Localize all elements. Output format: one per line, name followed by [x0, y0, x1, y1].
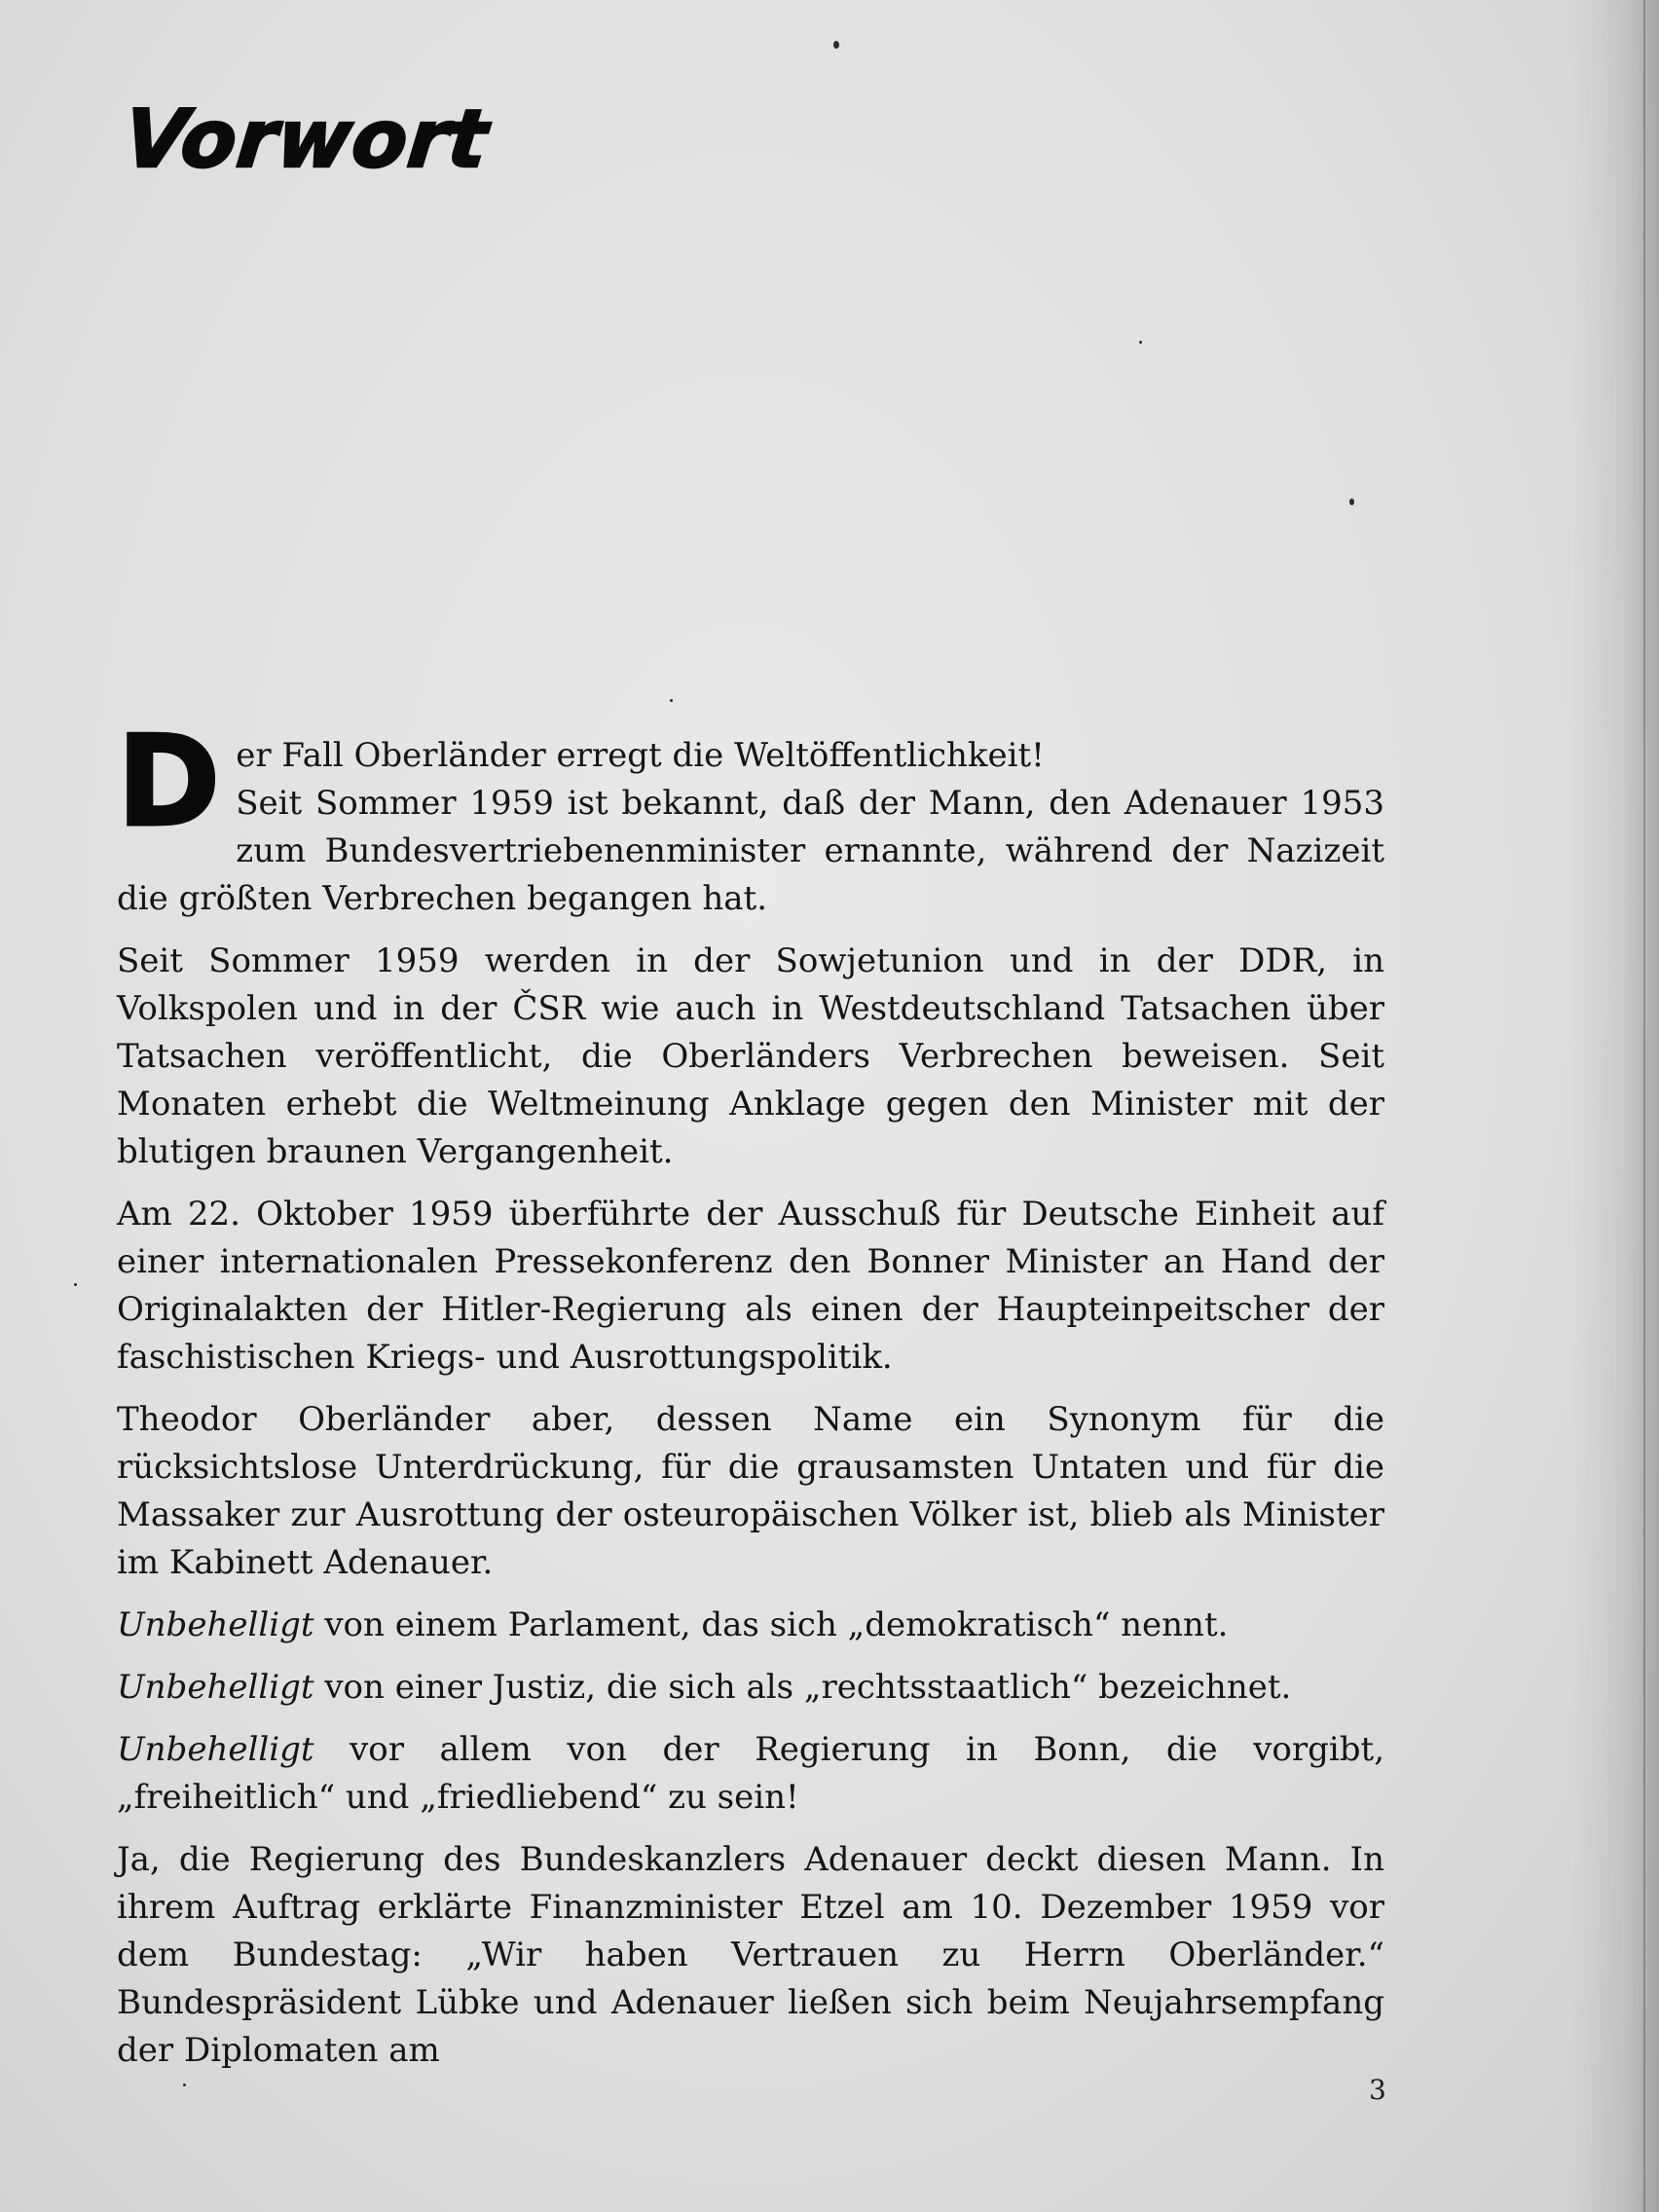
unbehelligt-text: von einem Parlament, das sich „demokratisch“ nennt.	[313, 1605, 1229, 1644]
page-edge	[1643, 0, 1645, 2212]
unbehelligt-paragraph	[117, 1602, 1384, 1649]
intro-line-2: Seit Sommer 1959 ist bekannt, daß der Mann, den Adenauer 1953 zum Bundesvertriebenenminister ernannte, während der Nazizeit die größten Verbrechen begangen hat.	[117, 784, 1384, 918]
print-speck	[74, 1283, 77, 1286]
print-speck	[833, 41, 839, 49]
paragraph: Seit Sommer 1959 werden in der Sowjetunion und in der DDR, in Volkspolen und in der ČSR wie auch in Westdeutschland Tatsachen über Tatsachen veröffentlicht, die Oberländers Verbrechen beweisen. Seit Monaten erhebt die Weltmeinung Anklage gegen den Minister mit der blutigen braunen Vergangenheit.	[117, 941, 1384, 1171]
unbehelligt-paragraph	[117, 1726, 1384, 1822]
unbehelligt-paragraph	[117, 1664, 1384, 1712]
drop-cap: D	[117, 710, 221, 855]
print-speck	[1349, 498, 1354, 505]
page-title: Vorwort	[120, 93, 493, 186]
print-speck	[183, 2083, 186, 2086]
intro-paragraph	[117, 710, 1384, 923]
paragraph: Am 22. Oktober 1959 überführte der Ausschuß für Deutsche Einheit auf einer internationalen Pressekonferenz den Bonner Minister an Hand der Originalakten der Hitler-Regierung als einen der Haupteinpeitscher der faschistischen Kriegs- und Ausrottungspolitik.	[117, 1195, 1384, 1377]
emphasis-word: Unbehelligt	[117, 1605, 314, 1644]
paragraph: Theodor Oberländer aber, dessen Name ein Synonym für die rücksichtslose Unterdrückung, für die grausamsten Untaten und für die Massaker zur Ausrottung der osteuropäischen Völker ist, blieb als Minister im Kabinett Adenauer.	[117, 1400, 1384, 1582]
page-gutter-shadow	[1571, 0, 1659, 2212]
unbehelligt-text: von einer Justiz, die sich als „rechtsstaatlich“ bezeichnet.	[313, 1668, 1292, 1707]
page-number: 3	[1369, 2074, 1386, 2106]
emphasis-word: Unbehelligt	[117, 1668, 314, 1707]
intro-line-1: er Fall Oberländer erregt die Weltöffentlichkeit!	[236, 736, 1045, 775]
emphasis-word: Unbehelligt	[117, 1730, 314, 1769]
closing-paragraph: Ja, die Regierung des Bundeskanzlers Adenauer deckt diesen Mann. In ihrem Auftrag erklärte Finanzminister Etzel am 10. Dezember 1959 vor dem Bundestag: „Wir haben Vertrauen zu Herrn Oberländer.“ Bundespräsident Lübke und Adenauer ließen sich beim Neujahrsempfang der Diplomaten am	[117, 1840, 1384, 2070]
body-text	[117, 710, 1384, 2089]
unbehelligt-text: vor allem von der Regierung in Bonn, die vorgibt, „freiheitlich“ und „friedliebend“ zu sein!	[117, 1730, 1384, 1817]
print-speck	[1139, 341, 1142, 344]
print-speck	[670, 699, 673, 702]
